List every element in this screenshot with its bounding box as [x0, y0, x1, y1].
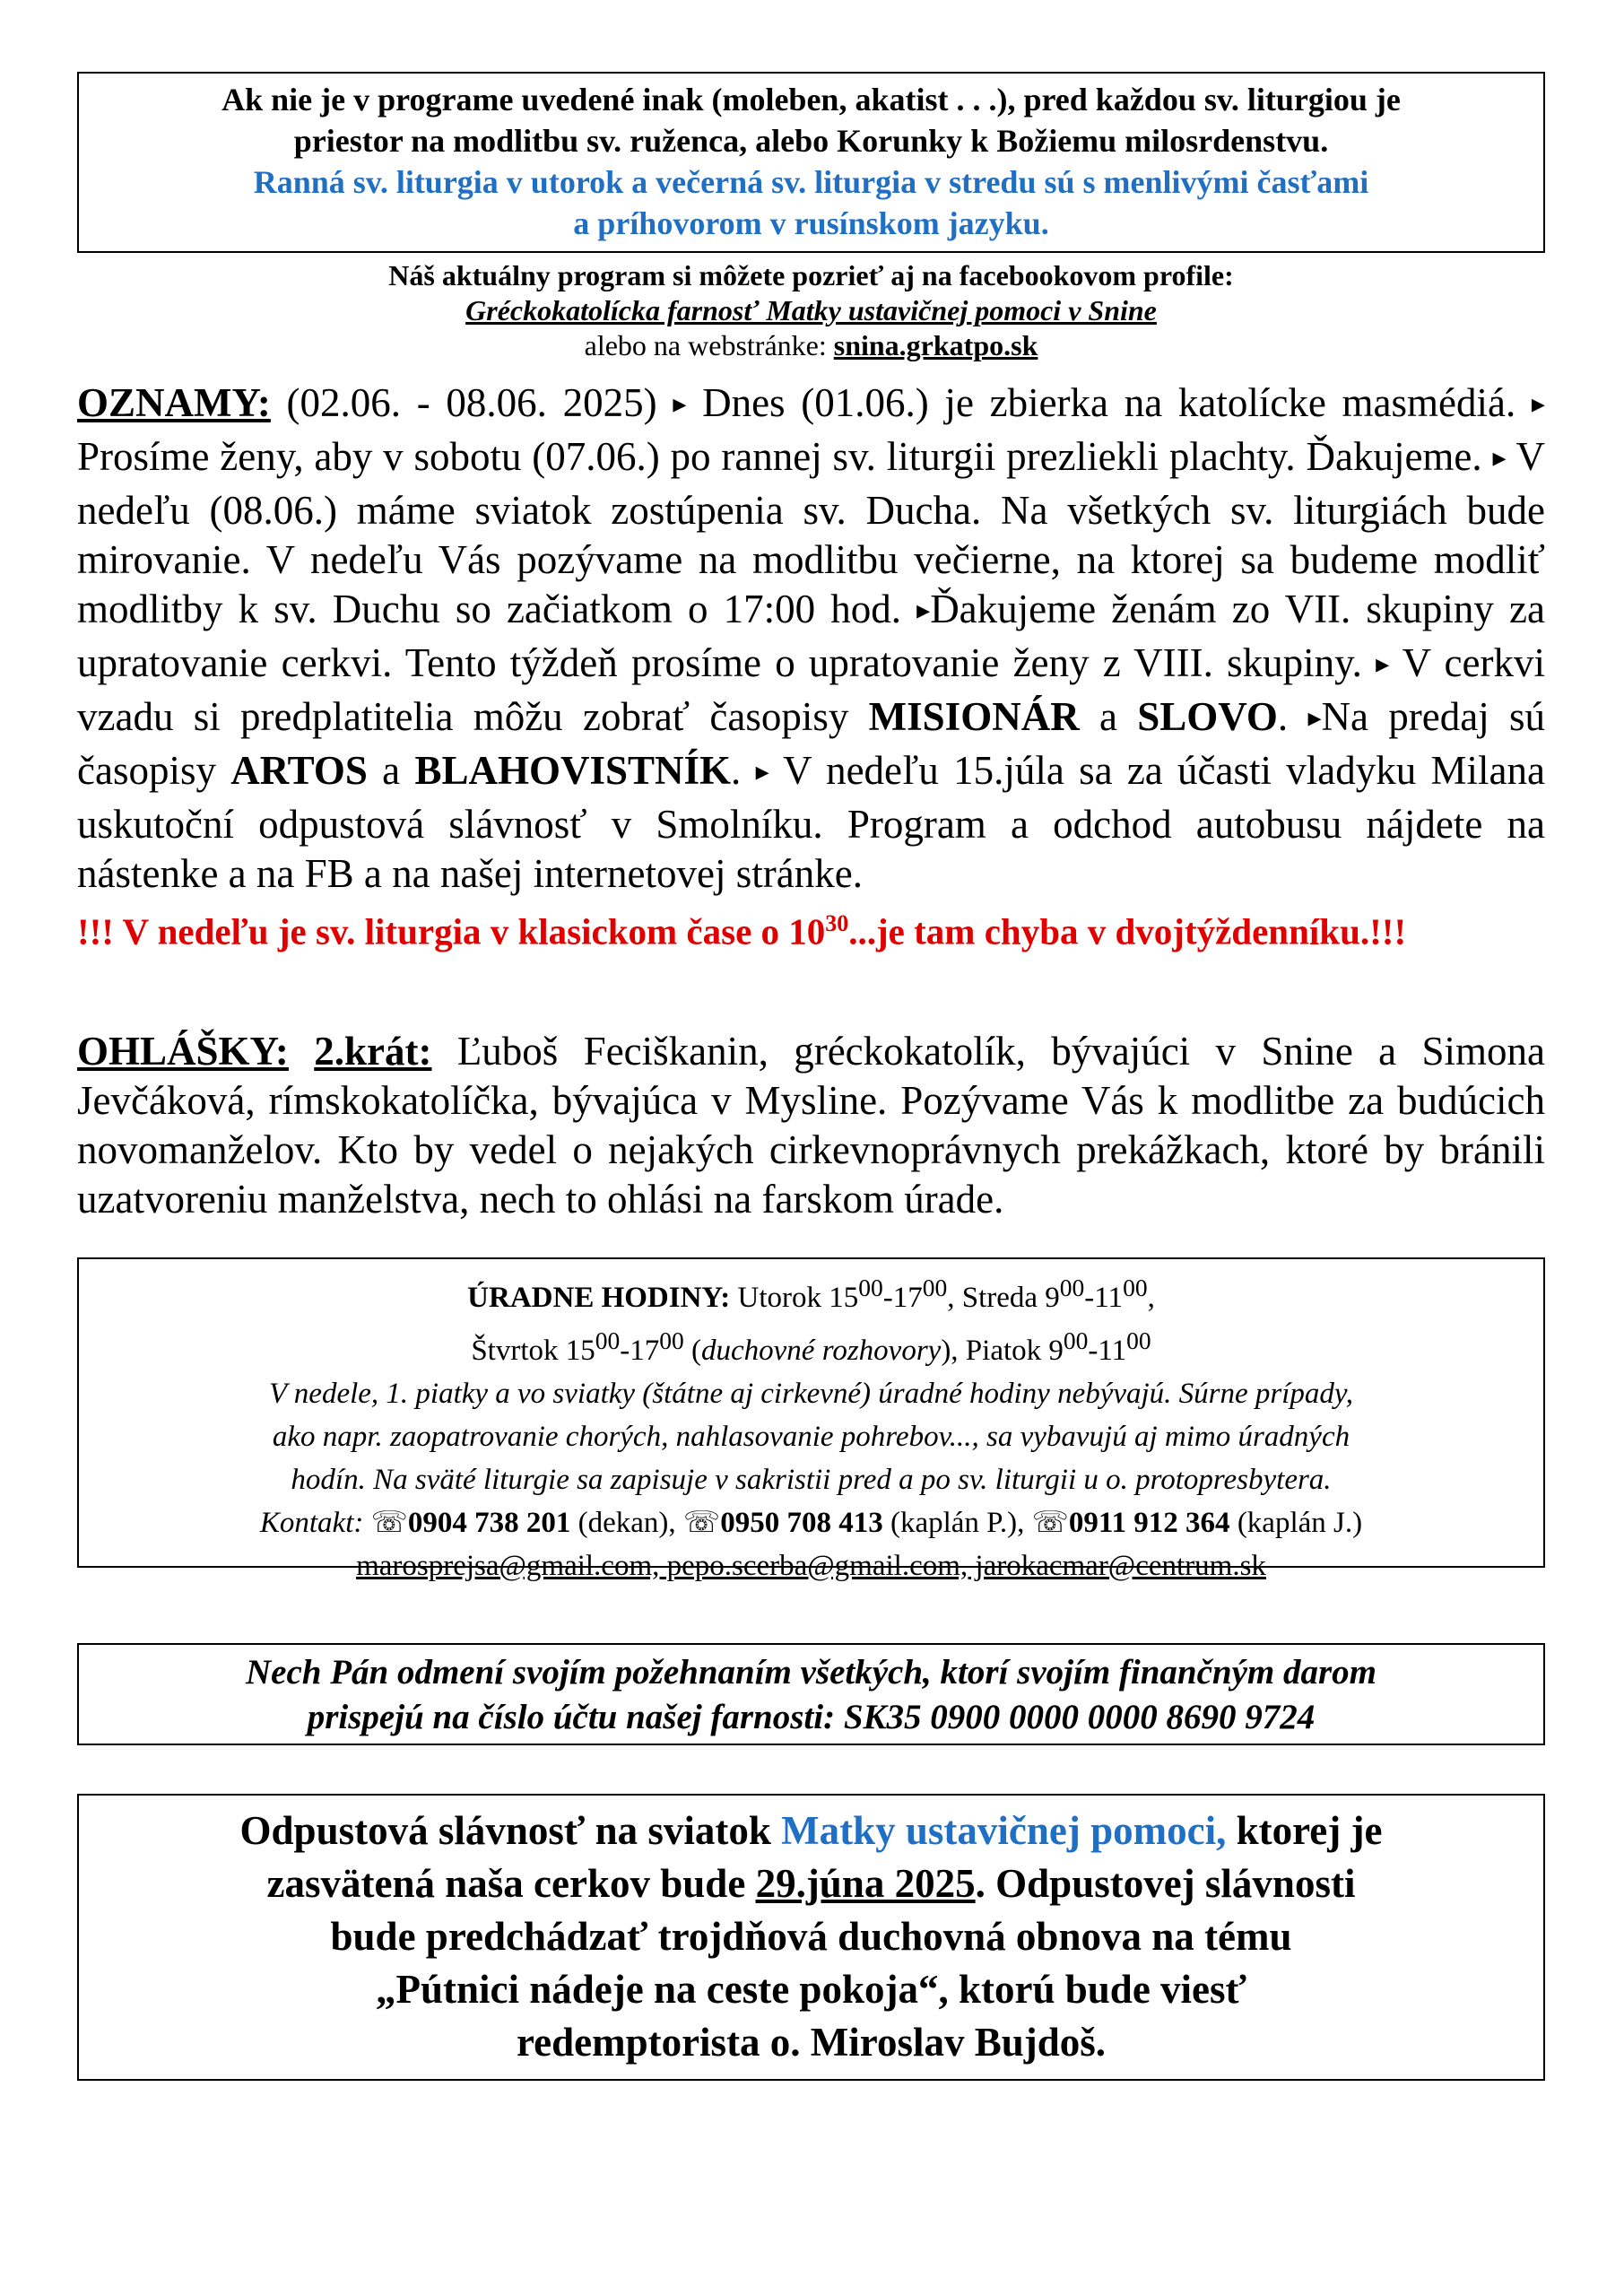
- feast-text: Odpustová slávnosť na sviatok: [239, 1808, 782, 1853]
- announcements-text: [77, 378, 1545, 899]
- phone-dekan[interactable]: 0904 738 201: [407, 1507, 571, 1539]
- office-hours-note: V nedele, 1. piatky a vo sviatky (štátne aj cirkevné) úradné hodiny nebývajú. Súrne prípady,: [268, 1378, 1354, 1410]
- office-hours-line: Štvrtok $15^{00}-17^{00}$ (duchovné rozhovory), Piatok $9^{00}-11^{00}$: [471, 1326, 1151, 1367]
- feast-name: Matky ustavičnej pomoci,: [781, 1808, 1227, 1853]
- phone-role: (dekan),: [570, 1507, 683, 1539]
- banns-count: 2.krát:: [314, 1029, 432, 1074]
- notice-line: Ak nie je v programe uvedené inak (moleben, akatist . . .), pred každou sv. liturgiou je: [221, 82, 1401, 117]
- alert-text: ...je tam chyba v dvojtýždenníku.!!!: [848, 910, 1407, 952]
- website-link[interactable]: snina.grkatpo.sk: [833, 329, 1038, 361]
- hours-sup: 00: [1063, 1326, 1089, 1354]
- magazine-name: MISIONÁR: [868, 694, 1080, 739]
- hours-text: ), Piatok 9: [941, 1335, 1064, 1367]
- hours-sup: 00: [858, 1274, 883, 1301]
- banns-section: [77, 1027, 1545, 1224]
- feast-date: 29.júna 2025: [755, 1861, 976, 1906]
- announcement-text: .: [731, 748, 756, 793]
- notice-line-blue: a príhovorom v rusínskom jazyku.: [573, 205, 1049, 241]
- notice-line: priestor na modlitbu sv. ruženca, alebo Korunky k Božiemu milosrdenstvu.: [293, 123, 1329, 159]
- donation-line: prispejú na číslo účtu našej farnosti: SK35 0900 0000 0000 8690 9724: [307, 1698, 1316, 1736]
- hours-text: ,: [1147, 1282, 1155, 1314]
- announcements-section: [77, 378, 1545, 957]
- hours-note: duchovné rozhovory: [701, 1335, 942, 1367]
- banns-heading: OHLÁŠKY:: [77, 1029, 289, 1074]
- arrow-right-icon: ▸: [755, 757, 769, 787]
- magazine-name: SLOVO: [1137, 694, 1278, 739]
- liturgy-time-alert: [77, 899, 1545, 957]
- phone-kaplan-p[interactable]: 0950 708 413: [720, 1507, 883, 1539]
- donation-box: [77, 1643, 1545, 1745]
- hours-sup: 00: [922, 1274, 948, 1301]
- announcement-text: a: [1079, 694, 1138, 739]
- feast-box: [77, 1794, 1545, 2081]
- banns-text: [77, 1027, 1545, 1224]
- telephone-icon: ☏: [682, 1507, 721, 1539]
- office-hours-heading: ÚRADNE HODINY:: [467, 1282, 731, 1314]
- notice-line-blue: Ranná sv. liturgia v utorok a večerná sv. liturgia v stredu sú s menlivými časťami: [253, 164, 1369, 200]
- office-hours-note: ako napr. zaopatrovanie chorých, nahlasovanie pohrebov..., sa vybavujú aj mimo úradných: [272, 1421, 1350, 1453]
- donation-line: Nech Pán odmení svojím požehnaním všetkých, ktorí svojím finančným darom: [245, 1653, 1377, 1692]
- telephone-icon: ☏: [1031, 1507, 1069, 1539]
- arrow-right-icon: ▸: [1531, 389, 1545, 419]
- facebook-intro: Náš aktuálny program si môžete pozrieť aj na facebookovom profile:: [388, 259, 1234, 291]
- announcements-heading: OZNAMY:: [77, 380, 271, 425]
- arrow-right-icon: ▸: [673, 389, 687, 419]
- hours-text: -17: [620, 1335, 660, 1367]
- feast-text: ktorej je: [1226, 1808, 1383, 1853]
- email-links[interactable]: marosprejsa@gmail.com, pepo.scerba@gmail.com, jarokacmar@centrum.sk: [356, 1550, 1266, 1582]
- announcement-text: a: [367, 748, 415, 793]
- feast-line: redemptorista o. Miroslav Bujdoš.: [516, 2020, 1107, 2065]
- hours-text: -11: [1088, 1335, 1127, 1367]
- arrow-right-icon: ▸: [916, 596, 931, 625]
- announcement-item: V nedeľu (08.06.) máme sviatok zostúpenia sv. Ducha. Na všetkých sv. liturgiách bude mirovanie. V nedeľu Vás pozývame na modlitbu večierne, na ktorej sa budeme modliť modlitby k sv. Duchu so začiatkom o 17:00 hod.: [77, 434, 1546, 631]
- arrow-right-icon: ▸: [1492, 443, 1507, 473]
- contact-line: [93, 1501, 1529, 1544]
- feast-text: zasvätená naša cerkov bude: [266, 1861, 756, 1906]
- hours-text: Štvrtok 15: [471, 1335, 595, 1367]
- announcement-item: Dnes (01.06.) je zbierka na katolícke masmédiá.: [702, 380, 1532, 425]
- announcement-item: Ďakujeme ženám zo VII. skupiny za upratovanie cerkvi. Tento týždeň prosíme o upratovanie ženy z VIII. skupiny.: [77, 587, 1545, 685]
- feast-text: . Odpustovej slávnosti: [975, 1861, 1356, 1906]
- magazine-name: ARTOS: [230, 748, 368, 793]
- feast-line: [97, 1857, 1525, 1910]
- banns-body: Ľuboš Feciškanin, gréckokatolík, bývajúci v Snine a Simona Jevčáková, rímskokatolíčka, bývajúca v Mysline. Pozývame Vás k modlitbe za budúcich novomanželov. Kto by vedel o nejakých cirkevnoprávnych prekážkach, ktoré by bránili uzatvoreniu manželstva, nech to ohlási na farskom úrade.: [77, 1029, 1545, 1222]
- web-prefix: alebo na webstránke:: [584, 329, 834, 361]
- telephone-icon: ☏: [370, 1507, 408, 1539]
- office-hours-note: hodín. Na sväté liturgie sa zapisuje v sakristii pred a po sv. liturgii u o. protopresbytera.: [291, 1464, 1332, 1496]
- hours-sup: 00: [1123, 1274, 1148, 1301]
- announcement-item: Prosíme ženy, aby v sobotu (07.06.) po rannej sv. liturgii prezliekli plachty. Ďakujeme.: [77, 434, 1493, 479]
- alert-text: !!! V nedeľu je sv. liturgia v klasickom čase o 10: [77, 910, 826, 952]
- alert-superscript: 30: [825, 910, 849, 936]
- arrow-right-icon: ▸: [1307, 703, 1322, 733]
- hours-text: Utorok 15: [730, 1282, 859, 1314]
- hours-text: -11: [1084, 1282, 1124, 1314]
- hours-text: , Streda 9: [947, 1282, 1060, 1314]
- announcement-text: .: [1277, 694, 1308, 739]
- hours-sup: 00: [1126, 1326, 1151, 1354]
- phone-role: (kaplán J.): [1229, 1507, 1363, 1539]
- magazine-name: BLAHOVISTNÍK: [414, 748, 732, 793]
- announcement-item: V cerkvi vzadu si predplatitelia môžu zobrať časopisy: [77, 640, 1545, 739]
- arrow-right-icon: ▸: [1376, 649, 1390, 679]
- feast-line: [97, 1805, 1525, 1857]
- contact-label: Kontakt:: [259, 1507, 371, 1539]
- facebook-profile-link[interactable]: Gréckokatolícka farnosť Matky ustavičnej pomoci v Snine: [465, 294, 1157, 326]
- hours-sup: 00: [659, 1326, 684, 1354]
- announcement-dates: (02.06. - 08.06. 2025): [270, 380, 673, 425]
- announcement-item: Na predaj sú časopisy: [77, 694, 1546, 793]
- feast-line: „Pútnici nádeje na ceste pokoja“, ktorú bude viesť: [376, 1967, 1246, 2012]
- hours-sup: 00: [1059, 1274, 1085, 1301]
- office-hours-box: [77, 1257, 1545, 1582]
- announcement-item: V nedeľu 15.júla sa za účasti vladyku Milana uskutoční odpustová slávnosť v Smolníku. Program a odchod autobusu nájdete na nástenke a na FB a na našej internetovej stránke.: [77, 748, 1545, 896]
- hours-sup: 00: [595, 1326, 621, 1354]
- program-notice-box: [77, 72, 1545, 253]
- phone-kaplan-j[interactable]: 0911 912 364: [1068, 1507, 1230, 1539]
- phone-role: (kaplán P.),: [882, 1507, 1032, 1539]
- hours-text: -17: [882, 1282, 923, 1314]
- feast-line: bude predchádzať trojdňová duchovná obnova na tému: [330, 1914, 1292, 1959]
- online-program-block: [77, 258, 1545, 363]
- office-hours-line: [93, 1266, 1529, 1319]
